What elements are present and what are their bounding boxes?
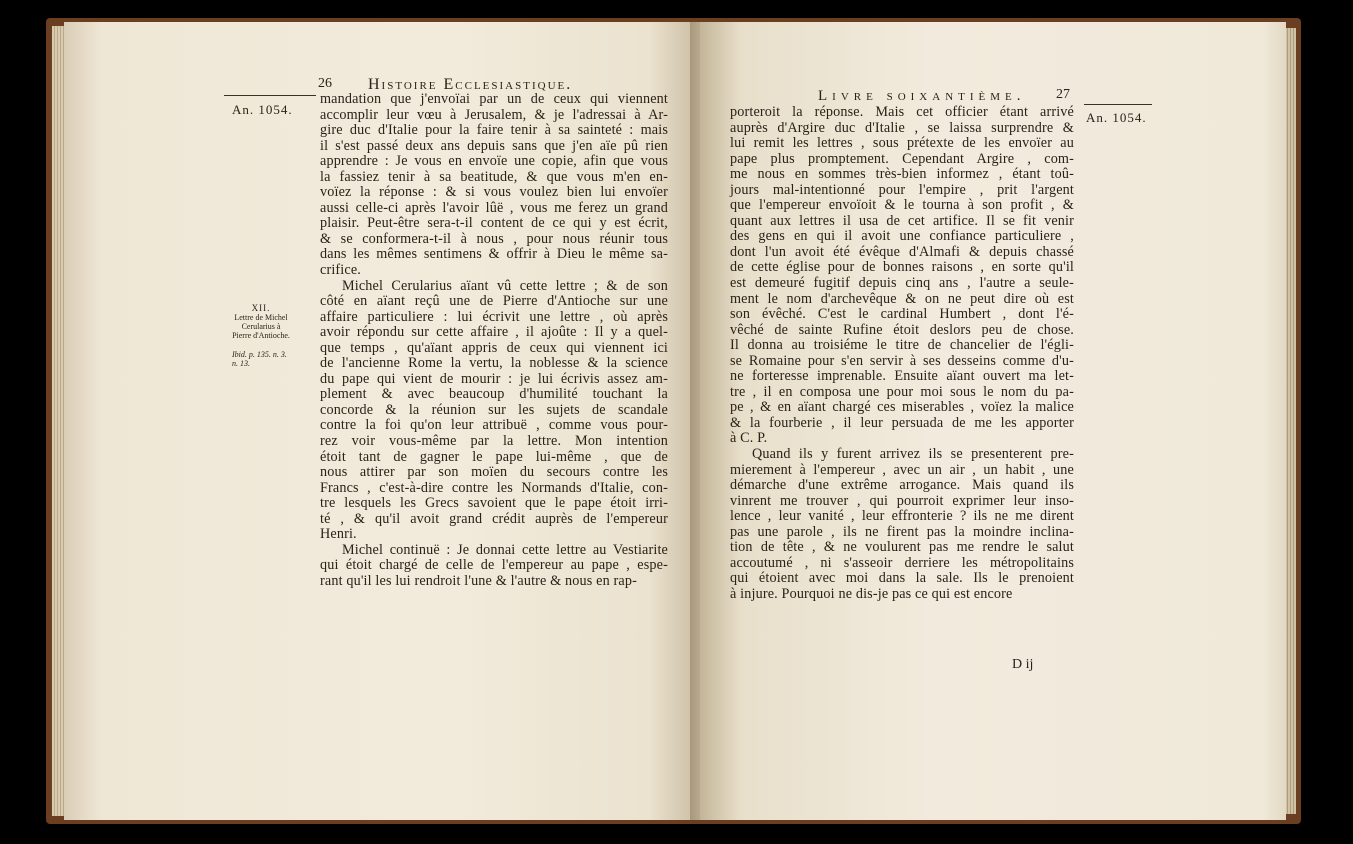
text-line: de cette église pour de bonnes raisons , en sorte qu'il — [730, 259, 1074, 276]
text-line: de l'ancienne Rome la vertu, la noblesse & la science — [320, 355, 668, 372]
text-line: aussi celle-ci après l'avoir lûë , vous me ferez un grand — [320, 199, 668, 216]
text-line: ne forteresse imprenable. Ensuite aïant ouvert ma let- — [730, 368, 1074, 385]
text-line: son évêché. C'est le cardinal Humbert , dont l'é- — [730, 306, 1074, 323]
text-line: nous attirer par son moïen du secours contre les — [320, 464, 668, 481]
text-line: contre la foi qu'on leur attribuë , comme vous pour- — [320, 417, 668, 434]
text-line: mierement à l'empereur , avec un air , un habit , une — [730, 461, 1074, 478]
text-line: à injure. Pourquoi ne dis-je pas ce qui est encore — [730, 585, 1013, 602]
text-line: que l'empereur envoïoit & le tourna à son profit , & — [730, 197, 1074, 214]
text-line: avoir répondu sur cette affaire , il ajoûte : Il y a quel- — [320, 324, 668, 341]
text-line: voïez la réponse : & si vous voulez bien lui envoïer — [320, 184, 668, 201]
text-line: & la fourberie , il leur persuada de me les apporter — [730, 414, 1074, 431]
text-line: côté en aïant reçû une de Pierre d'Antioche sur une — [320, 293, 668, 310]
text-line: mandation que j'envoïai par un de ceux qui viennent — [320, 91, 668, 107]
text-line: té , & qu'il avoit grand crédit auprès de l'empereur — [320, 510, 668, 527]
text-line: Michel continuë : Je donnai cette lettre au Vestiarite — [342, 541, 668, 558]
left-margin-rule — [224, 95, 316, 96]
text-line: gire duc d'Italie pour la faire tenir à sa sainteté : mais — [320, 122, 668, 139]
text-line: Quand ils y furent arrivez ils se presenterent pre- — [752, 446, 1074, 463]
text-line: Francs , c'est-à-dire contre les Normands d'Italie, con- — [320, 479, 668, 496]
right-body-text — [730, 105, 1074, 603]
text-line: plaisir. Peut-être sera-t-il content de ce qui y est écrit, — [320, 215, 668, 232]
sidenote-number: XII. — [251, 303, 271, 313]
text-line: du pape qui vient de mourir : je lui écrivis assez am- — [320, 370, 668, 387]
text-line: jours mal-intentionné pour l'empire , prit l'argent — [730, 181, 1074, 198]
text-line: démarche d'une extrême arrogance. Mais quand ils — [730, 477, 1074, 494]
text-line: il s'est passé deux ans depuis sans que j'en aïe pû rien — [320, 137, 668, 154]
text-line: tre lesquels les Grecs savoient que le pape étoit irri- — [320, 495, 668, 512]
text-line: accoutumé , ni s'asseoir derriere les métropolitains — [730, 554, 1074, 571]
catchword: D ij — [1012, 657, 1034, 672]
text-line: & se conformera-t-il à nous , pour nous réunir tous — [320, 230, 668, 247]
text-line: dans les mêmes sentimens & offrir à Dieu le même sa- — [320, 246, 668, 263]
text-line: vinrent me trouver , qui pourroit exprimer leur inso- — [730, 492, 1074, 509]
left-running-head: Histoire Ecclesiastique. — [368, 76, 573, 93]
right-margin-rule — [1084, 104, 1152, 105]
text-line: concorde & la réunion sur les sujets de scandale — [320, 401, 668, 418]
text-line: que temps , qu'aïant appris de ceux qui viennent ici — [320, 339, 668, 356]
text-line: crifice. — [320, 262, 361, 279]
text-line: des gens en qui il avoit une confiance particuliere , — [730, 228, 1074, 245]
text-line: qui étoit chargé de celle de l'empereur au pape , espe- — [320, 557, 668, 574]
right-page-number: 27 — [1056, 87, 1070, 102]
text-line: plement & avec beaucoup d'humilité touchant la — [320, 386, 668, 403]
text-line: qui étoient avec moi dans la sale. Ils le prenoient — [730, 570, 1074, 587]
right-margin-year: An. 1054. — [1086, 110, 1147, 125]
text-line: vêché de sainte Rufine étoit deslors peu de chose. — [730, 321, 1074, 338]
left-margin-year: An. 1054. — [232, 102, 293, 117]
text-line: rez voir vous-même par la lettre. Mon intention — [320, 433, 668, 450]
text-line: porteroit la réponse. Mais cet officier étant arrivé — [730, 104, 1074, 120]
text-line: pape plus promptement. Cependant Argire , com- — [730, 150, 1074, 167]
text-line: accomplir leur vœu à Jerusalem, & je l'adressai à Ar- — [320, 106, 668, 123]
text-line: rant qu'il les lui rendroit l'une & l'autre & nous en rap- — [320, 572, 637, 589]
left-page-number: 26 — [318, 76, 332, 91]
text-line: Il donna au troisiéme le titre de chancelier de l'égli- — [730, 337, 1074, 354]
text-line: pas une parole , ils ne firent pas la moindre inclina- — [730, 523, 1074, 540]
text-line: dont l'un avoit été évêque d'Almafi & depuis chassé — [730, 243, 1074, 260]
text-line: tion de tête , & ne voulurent pas me rendre le salut — [730, 539, 1074, 556]
sidenote-reference: Ibid. p. 135. n. 3. n. 13. — [232, 350, 287, 368]
left-sidenote — [232, 304, 290, 368]
text-line: Michel Cerularius aïant vû cette lettre ; & de son — [342, 277, 668, 294]
right-running-head: Livre soixantième. — [818, 88, 1026, 104]
text-line: à C. P. — [730, 430, 768, 447]
sidenote-title: Lettre de Michel Cerularius à Pierre d'Antioche. — [232, 313, 290, 340]
left-body-text — [320, 92, 668, 590]
text-line: lence , leur vanité , leur effronterie ? ils ne me dirent — [730, 508, 1074, 525]
text-line: étoit tant de gagner le pape lui-même , que de — [320, 448, 668, 465]
text-line: la fassiez tenir à sa beatitude, & que vous m'en en- — [320, 168, 668, 185]
text-line: tre , il en composa une pour moi sous le nom du pa- — [730, 383, 1074, 400]
text-line: est demeuré fugitif depuis cinq ans , l'autre a seule- — [730, 275, 1074, 292]
text-line: apprendre : Je vous en envoïe une copie, afin que vous — [320, 153, 668, 170]
text-line: ment le nom d'archevêque & on ne peut dire où est — [730, 290, 1074, 307]
text-line: me nous en sommes très-bien informez , étant toû- — [730, 166, 1074, 183]
text-line: pe , & en aïant chargé ces miserables , voïez la malice — [730, 399, 1074, 416]
text-line: se Romaine pour s'en servir à ses desseins comme d'u- — [730, 352, 1074, 369]
text-line: Henri. — [320, 526, 357, 543]
text-line: quant aux lettres il usa de cet artifice. Il se fit venir — [730, 212, 1074, 229]
text-line: affaire particuliere : lui écrivit une lettre , où après — [320, 308, 668, 325]
text-line: lui remit les lettres , sous prétexte de les envoïer au — [730, 135, 1074, 152]
text-line: auprès d'Argire duc d'Italie , se laissa surprendre & — [730, 119, 1074, 136]
